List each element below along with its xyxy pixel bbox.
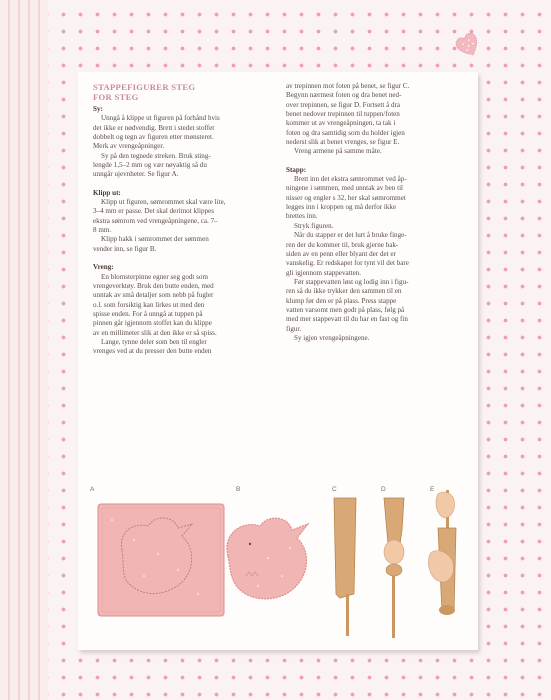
text-line: Sy på den tegnede streken. Bruk sting-: [101, 151, 211, 160]
text-line: Vreng armene på samme måte.: [294, 147, 382, 156]
figure-label-d: D: [381, 486, 386, 493]
text-line: vanskelig. Er redskapet for tynt vil det bare: [286, 259, 409, 268]
text-line: figur.: [286, 324, 302, 333]
figure-label-c: C: [332, 486, 337, 493]
right-sections: [286, 166, 468, 344]
text-line: av trepinnen mot foten på benet, se figur C.: [286, 82, 410, 90]
section-paragraph: [286, 231, 468, 278]
figure-e-turn-leg: [429, 490, 457, 615]
section-paragraph: [93, 114, 277, 151]
text-line: benet nedover trepinnen til tuppen/foten: [286, 110, 400, 119]
figure-label-b: B: [236, 486, 241, 493]
page-title-line1: STAPPEFIGURER STEG: [93, 82, 196, 92]
text-line: ningene i sømmen, med unntak av ben til: [286, 184, 404, 193]
continued-paragraph: [286, 147, 468, 156]
text-line: o.l. som forsiktig kan lirkes ut med den: [93, 300, 205, 309]
text-line: siden av en penn eller blyant der det er: [286, 249, 396, 258]
figure-b-cut-bird: [227, 518, 308, 599]
figure-label-e: E: [430, 486, 435, 493]
section-paragraph: [286, 334, 468, 343]
text-line: vatten varsomt men godt på plass, følg på: [286, 305, 405, 314]
figure-c-stick-in-leg: [334, 498, 356, 636]
text-line: unntak av små detaljer som nebb på fugler: [93, 291, 214, 300]
text-line: det ikke er nødvendig. Brett i stedet stoffet: [93, 123, 215, 132]
section-heading: Vreng:: [93, 263, 114, 272]
text-line: gli igjennom stappevatten.: [286, 268, 362, 277]
text-line: nisser og engler s 32, her skal sømrommet: [286, 193, 406, 202]
section-paragraph: [93, 152, 277, 180]
text-line: vender inn, se figur B.: [93, 244, 157, 253]
text-line: Klipp ut figuren, sømrommet skal være lite,: [101, 198, 226, 207]
text-line: En blomsterpinne egner seg godt som: [101, 272, 208, 281]
text-line: lengde 1,5–2 mm og vær nøyaktig så du: [93, 161, 207, 170]
section-paragraph: [93, 235, 277, 254]
heart-icon: [453, 30, 483, 60]
right-column: [286, 82, 468, 343]
right-continued-text: [286, 82, 468, 157]
text-line: brettes inn.: [286, 212, 318, 221]
text-line: Sy igjen vrengeåpningene.: [294, 333, 370, 342]
text-line: vrenges ved at du presser den butte enden: [93, 347, 212, 356]
text-line: Lange, tynne deler som ben til engler: [101, 337, 207, 346]
section-paragraph: [93, 273, 277, 338]
page-title-line2: FOR STEG: [93, 92, 139, 102]
text-line: ekstra sømrom ved vrengeåpningene, ca. 7–: [93, 216, 218, 225]
text-line: legges inn i kroppen og må derfor ikke: [286, 203, 397, 212]
section-paragraph: [93, 338, 277, 357]
text-line: dobbelt og tegn av figuren etter mønsteret.: [93, 133, 214, 142]
text-line: med mer stappevatt til du har en fast og fin: [286, 315, 408, 324]
text-line: nederst slik at benet vrenges, se figur E.: [286, 138, 400, 147]
text-line: ren så du ikke trykker den sammen til en: [286, 287, 402, 296]
section-paragraph: [286, 278, 468, 334]
left-column: [93, 82, 277, 357]
text-line: Klipp hakk i sømrommet der sømmen: [101, 235, 209, 244]
figure-label-a: A: [90, 486, 95, 493]
text-line: ren der du kommer til, bruk gjerne bak-: [286, 240, 399, 249]
section-paragraph: [93, 198, 277, 235]
book-page: [78, 72, 478, 650]
left-margin-band: [0, 0, 48, 700]
text-line: kommer ut av vrengeåpningen, ta tak i: [286, 119, 396, 128]
text-line: Brett inn det ekstra sømrommet ved åp-: [294, 175, 407, 184]
text-line: klump før den er på plass. Press stappe: [286, 296, 397, 305]
text-line: spisse enden. For å unngå at tuppen på: [93, 309, 203, 318]
text-line: over trepinnen, se figur D. Fortsett å dra: [286, 100, 401, 109]
figure-illustrations: [78, 484, 478, 644]
section-heading: Stapp:: [286, 165, 307, 174]
left-sections: [93, 105, 277, 357]
figure-a-fabric-outline: [98, 504, 224, 616]
figure-row: [78, 484, 478, 644]
text-line: foten og dra samtidig som du holder igjen: [286, 128, 405, 137]
section-heading: Klipp ut:: [93, 188, 121, 197]
section-paragraph: [286, 222, 468, 231]
text-line: vrengeverktøy. Bruk den butte enden, med: [93, 281, 214, 290]
text-line: unngår ujevnheter. Se figur A.: [93, 170, 179, 179]
text-line: pinnen går igjennom stoffet kan du klippe: [93, 319, 212, 328]
figure-d-pull-leg: [384, 498, 404, 638]
section-paragraph: [286, 175, 468, 222]
text-line: Unngå å klippe ut figuren på forhånd hvis: [101, 114, 220, 123]
continued-paragraph: [286, 82, 468, 147]
text-line: Når du stapper er det lurt å bruke finge-: [294, 231, 407, 240]
text-line: 3–4 mm er passe. Det skal derimot klippes: [93, 207, 214, 216]
text-line: av en millimeter slik at den ikke er så spiss.: [93, 328, 217, 337]
text-line: Begynn nærmest foten og dra benet ned-: [286, 91, 402, 100]
text-line: 8 mm.: [93, 226, 112, 235]
section-heading: Sy:: [93, 105, 103, 113]
text-line: Før stappevatten løst og lodig inn i figu-: [294, 277, 409, 286]
text-line: Merk av vrengeåpninger.: [93, 142, 165, 151]
text-line: Stryk figuren.: [294, 221, 334, 230]
